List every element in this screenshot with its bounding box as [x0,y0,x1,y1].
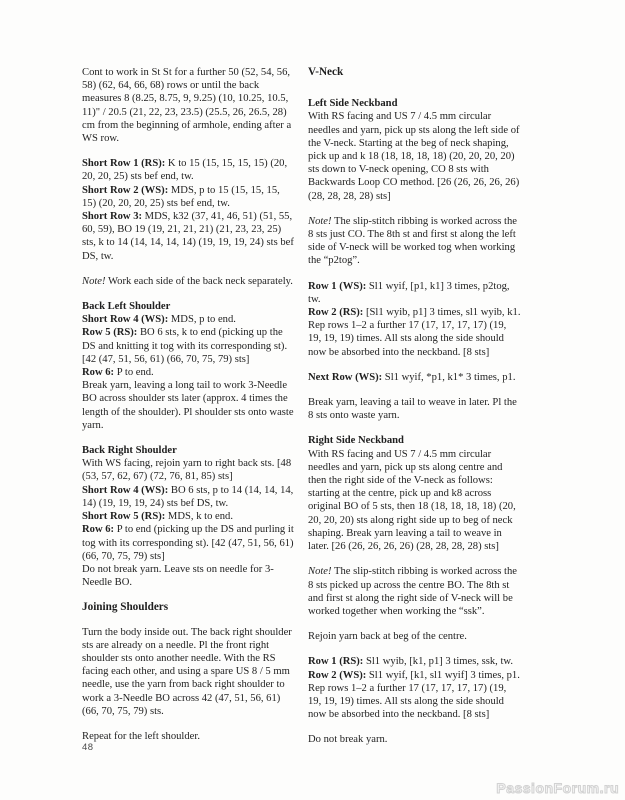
section-outro: Break yarn, leaving a long tail to work 3-Needle BO across shoulder sts later (approx. 4 times the length of the shoulder). Pl shoulder sts onto waste yarn. [82,380,294,431]
note-paragraph [82,275,296,288]
section-intro: With WS facing, rejoin yarn to right back sts. [48 (53, 57, 62, 67) (72, 76, 81, 85) sts] [82,458,292,483]
row-label: Short Row 3: [82,211,143,223]
short-rows-block [82,157,296,263]
row-label: Row 6: [82,524,115,536]
row-label: Short Row 2 (WS): [82,184,169,196]
section-outro: Do not break yarn. Leave sts on needle for 3-Needle BO. [82,563,274,589]
pattern-row [82,366,296,379]
row-label: Row 1 (RS): [308,656,364,668]
pattern-row [308,371,522,384]
note-text: Work each side of the back neck separately. [105,275,293,287]
row-label: Row 1 (WS): [308,280,367,292]
heading-v-neck: V-Neck [308,66,344,78]
row-text: P to end (picking up the DS and purling it tog with its corresponding st). [42 (47, 51, 56, 61) (66, 70, 75, 79) sts] [82,524,294,562]
note-label: Note! [82,275,106,287]
note-text: The slip-stitch ribbing is worked across the 8 sts just CO. The 8th st and first st along the left side of V-neck will be worked tog when working the “p2tog”. [308,215,518,267]
row-text: Sl1 wyif, *p1, k1* 3 times, p1. [382,371,516,383]
heading-left-side-neckband: Left Side Neckband [308,98,398,110]
row-label: Short Row 4 (WS): [82,314,169,326]
section-outro: Break yarn, leaving a tail to weave in later. Pl the 8 sts onto waste yarn. [308,397,517,422]
repeat-instruction: Rep rows 1–2 a further 17 (17, 17, 17, 17) (19, 19, 19, 19) times. All sts along the side should now be absorbed into the neckband. [8 sts] [308,682,507,721]
repeat-instruction: Rep rows 1–2 a further 17 (17, 17, 17, 17) (19, 19, 19, 19) times. All sts along the side should now be absorbed into the neckband. [8 sts] [308,320,507,358]
row-label: Row 5 (RS): [82,327,138,339]
watermark: PassionForum.ru [496,780,619,796]
row-label: Row 6: [82,367,115,379]
joining-shoulders-outro: Repeat for the left shoulder. [82,730,200,742]
heading-joining-shoulders: Joining Shoulders [82,601,169,614]
row-text: K to 15 (15, 15, 15, 15) (20, 20, 20, 25) sts bef end, tw. [82,158,288,183]
pattern-row [308,655,522,668]
row-label: Short Row 5 (RS): [82,511,166,523]
section-paragraph: With RS facing and US 7 / 4.5 mm circular needles and yarn, pick up sts along the left side of the V-neck. Starting at the beg of neck shaping, pick up and k 18 (18, 18, 18, 18) (20, 20, 20, 20) sts down to V-neck opening, CO 8 sts with Backwards Loop CO method. [26 (26, 26, 26, 26) (28, 28, 28, 28) sts] [308,111,520,202]
section-paragraph: With RS facing and US 7 / 4.5 mm circular needles and yarn, pick up sts along centre and then the right side of the V-neck as follows: starting at the centre, pick up and k8 across original BO of 5 sts, then 18 (18, 18, 18, 18) (20, 20, 20, 20) sts along right side up to beg of neck shaping. Break yarn leaving a tail to weave in later. [26 (26, 26, 26, 26) (28, 28, 28, 28) sts] [308,448,516,553]
pattern-row [82,313,296,326]
pattern-row [308,280,522,306]
row-text: MDS, p to end. [168,314,236,326]
row-text: BO 6 sts, k to end (picking up the DS and knitting it tog with its corresponding st). [42 (47, 51, 56, 61) (66, 70, 75, 79) sts] [82,327,288,365]
neckband-rows-block [308,655,522,721]
row-text: BO 6 sts, p to 14 (14, 14, 14, 14) (19, 19, 19, 24) sts bef DS, tw. [82,484,294,509]
row-text: MDS, p to 15 (15, 15, 15, 15) (20, 20, 20, 25) sts bef end, tw. [82,184,280,209]
pattern-row [82,326,296,366]
note-label: Note! [308,215,332,227]
pattern-row [82,510,296,523]
row-text: MDS, k to end. [165,511,233,523]
heading-back-left-shoulder: Back Left Shoulder [82,301,171,313]
neckband-rows-block [308,280,522,359]
row-text: P to end. [114,367,154,379]
row-label: Row 2 (RS): [308,307,364,319]
note-paragraph [308,215,522,268]
section-outro: Do not break yarn. [308,734,388,746]
pattern-row [82,210,296,263]
heading-back-right-shoulder: Back Right Shoulder [82,445,177,457]
row-label: Next Row (WS): [308,371,383,383]
row-text: Sl1 wyib, [k1, p1] 3 times, ssk, tw. [363,656,514,668]
row-label: Short Row 4 (WS): [82,484,169,496]
pattern-row [82,484,296,510]
row-label: Short Row 1 (RS): [82,158,166,170]
heading-right-side-neckband: Right Side Neckband [308,435,404,447]
left-side-neckband-section [308,97,522,203]
row-label: Row 2 (WS): [308,669,367,681]
pattern-row [308,669,522,682]
row-text: Sl1 wyif, [p1, k1] 3 times, p2tog, tw. [308,280,510,305]
pattern-row [82,523,296,563]
intro-paragraph: Cont to work in St St for a further 50 (52, 54, 56, 58) (62, 64, 66, 68) rows or until the back measures 8 (8.25, 8.75, 9, 9.25) (10, 10.25, 10.5, 11)" / 20.5 (21, 22, 23, 23.5) (25.5, 26, 26.5, 28) cm from the beginning of armhole, ending after a WS row. [82,67,292,145]
note-text: The slip-stitch ribbing is worked across the 8 sts picked up across the centre BO. The 8th st and first st along the right side of V-neck will be worked together when working the “ssk”. [308,566,518,617]
back-right-shoulder-section [82,444,296,589]
row-text: [Sl1 wyib, p1] 3 times, sl1 wyib, k1. [363,307,521,319]
row-text: Sl1 wyif, [k1, sl1 wyif] 3 times, p1. [366,669,520,681]
rejoin-instruction: Rejoin yarn back at beg of the centre. [308,631,467,643]
right-side-neckband-section [308,434,522,553]
left-column [82,66,296,755]
right-column [308,66,522,759]
joining-shoulders-paragraph: Turn the body inside out. The back right shoulder sts are already on a needle. Pl the front right shoulder sts onto another needle. With the RS facing each other, and using a spare US 8 / 5 mm needle, use the yarn from back right shoulder to work a 3-Needle BO across 42 (47, 51, 56, 61) (66, 70, 75, 79) sts. [82,626,292,717]
back-left-shoulder-section [82,300,296,432]
note-paragraph [308,565,522,618]
pattern-row [308,306,522,319]
pattern-row [82,184,296,210]
row-text: MDS, k32 (37, 41, 46, 51) (51, 55, 60, 59), BO 19 (19, 21, 21, 21) (21, 23, 23, 25) sts, k to 14 (14, 14, 14, 14) (19, 19, 19, 24) sts bef DS, tw. [82,211,294,262]
note-label: Note! [308,566,332,578]
pattern-row [82,157,296,183]
page-number: 48 [82,742,94,753]
